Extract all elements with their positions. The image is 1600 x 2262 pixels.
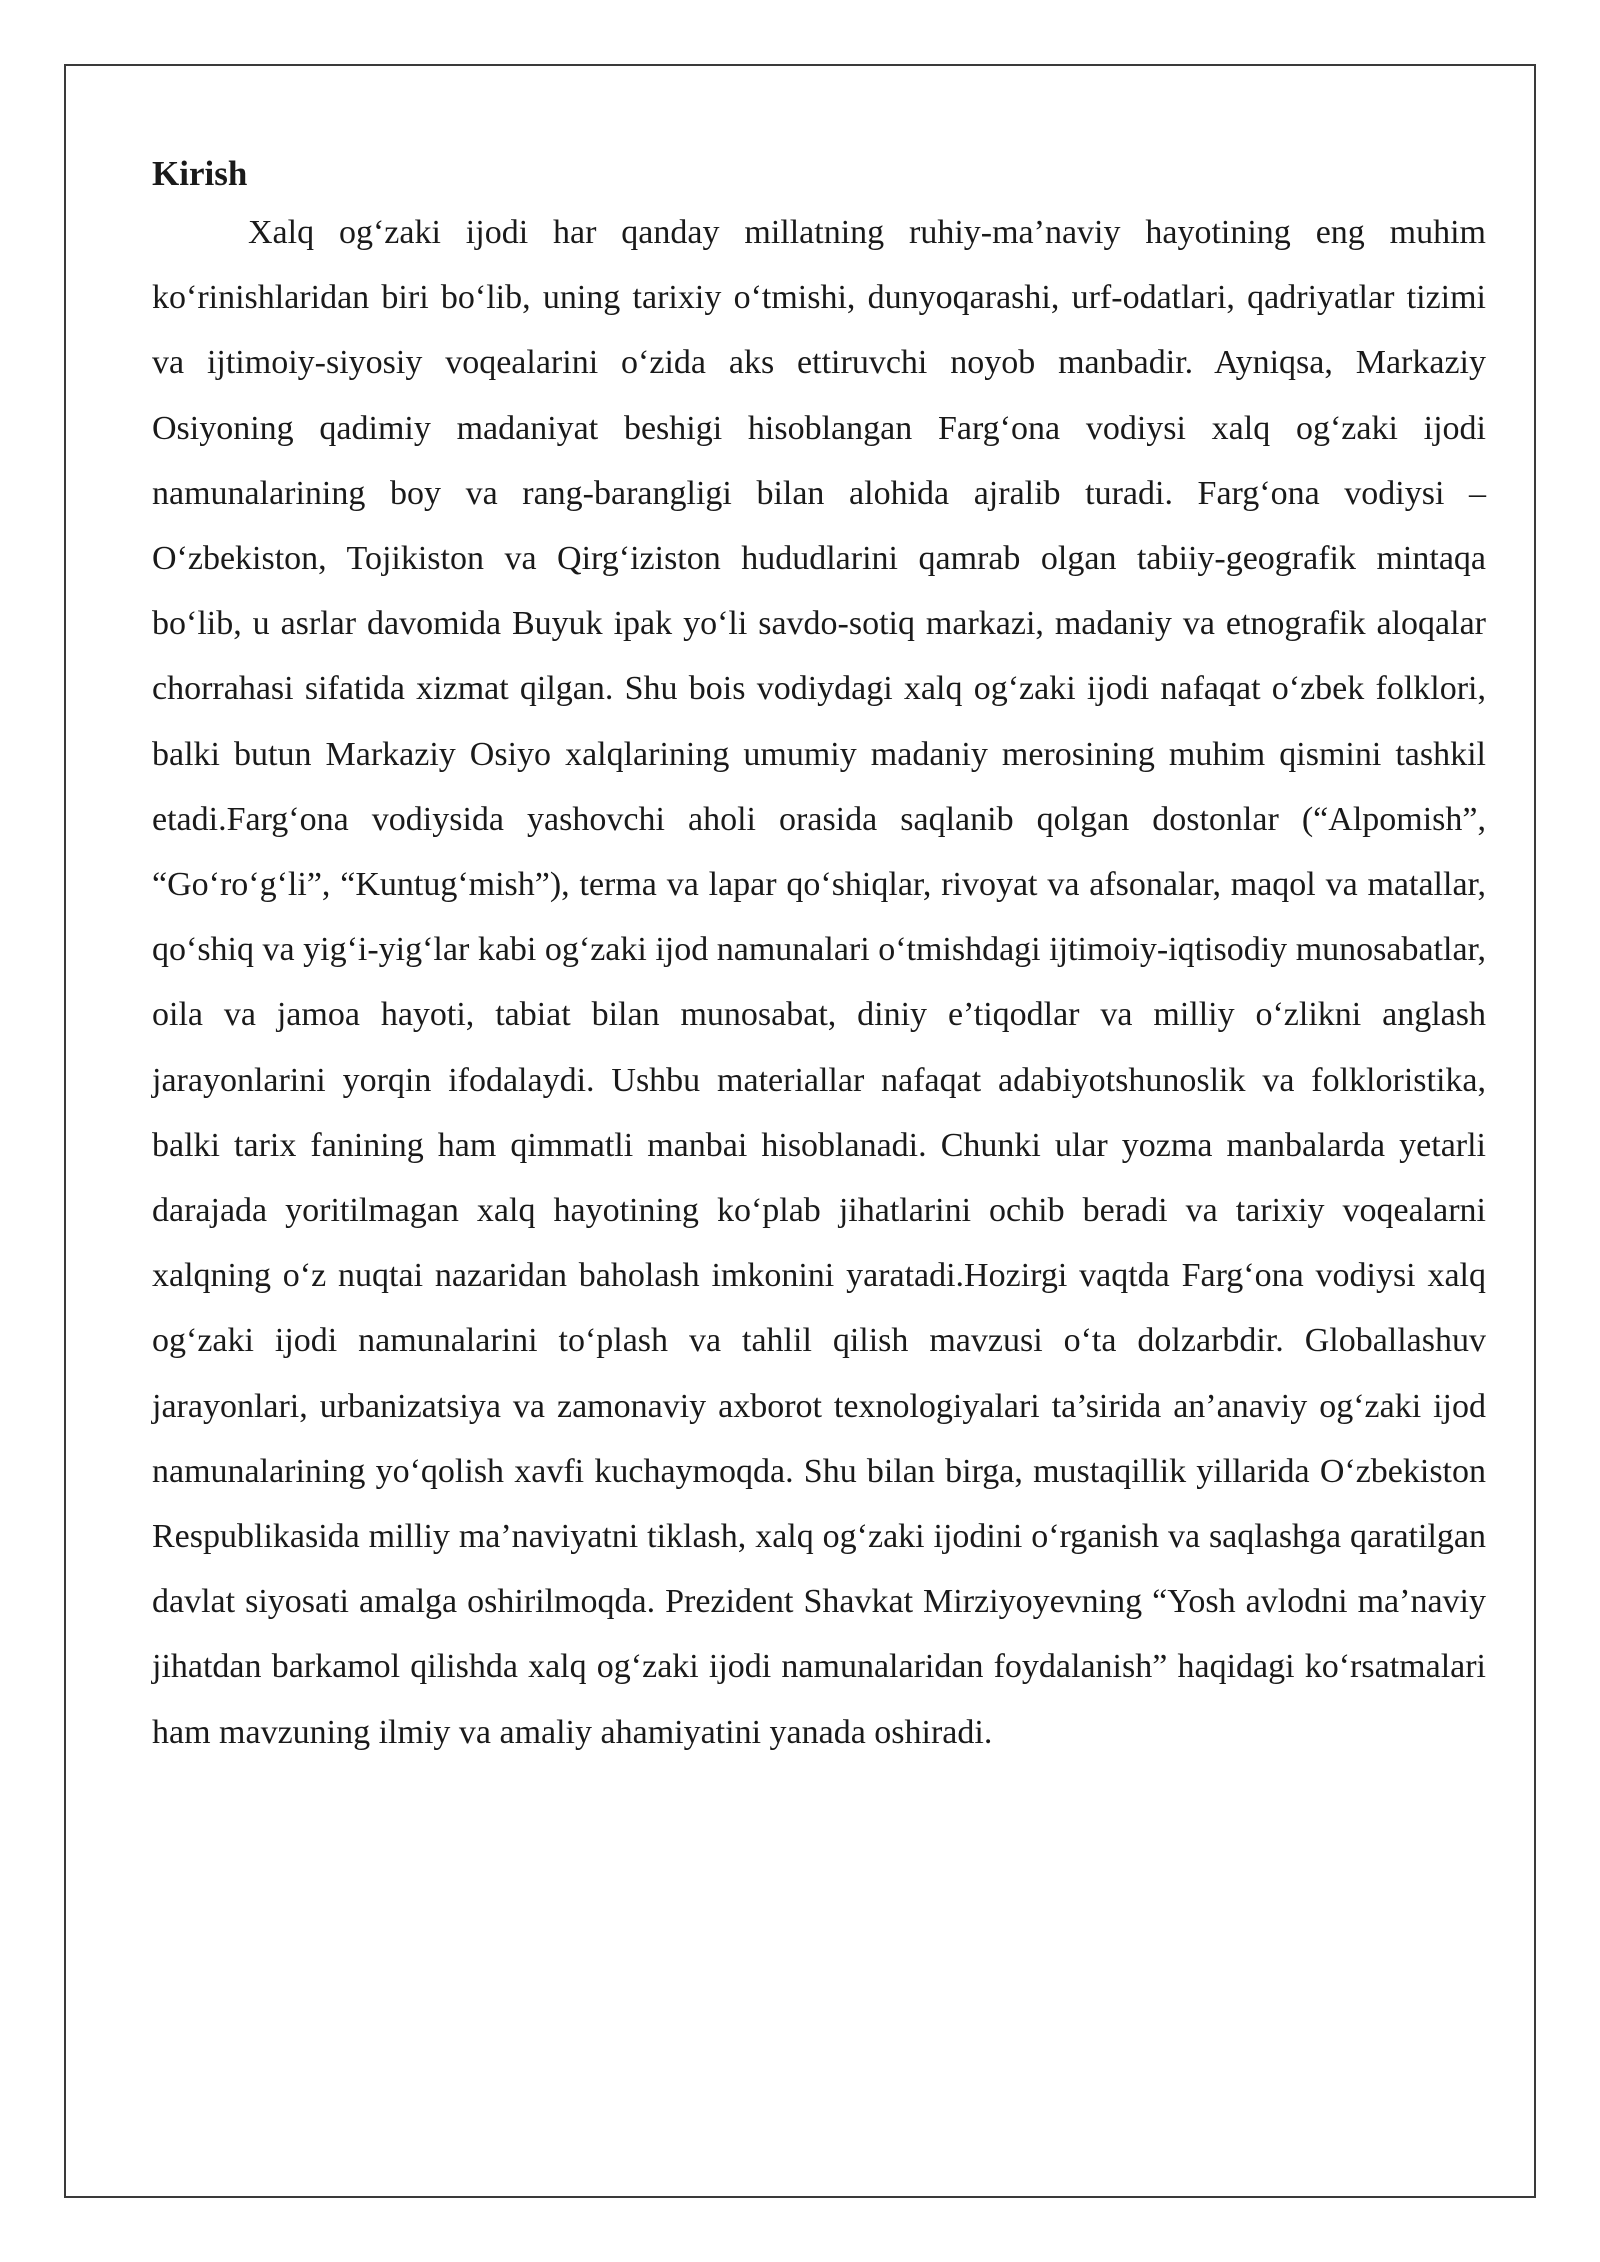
document-body [152, 147, 1486, 1765]
section-heading: Kirish [152, 154, 248, 193]
body-paragraph: Xalq og‘zaki ijodi har qanday millatning ruhiy-ma’naviy hayotining eng muhim ko‘rinishlaridan biri bo‘lib, uning tarixiy o‘tmishi, dunyoqarashi, urf-odatlari, qadriyatlar tizimi va ijtimoiy-siyosiy voqealarini o‘zida aks ettiruvchi noyob manbadir. Ayniqsa, Markaziy Osiyoning qadimiy madaniyat beshigi hisoblangan Farg‘ona vodiysi xalq og‘zaki ijodi namunalarining boy va rang-barangligi bilan alohida ajralib turadi. Farg‘ona vodiysi – O‘zbekiston, Tojikiston va Qirg‘iziston hududlarini qamrab olgan tabiiy-geografik mintaqa bo‘lib, u asrlar davomida Buyuk ipak yo‘li savdo-sotiq markazi, madaniy va etnografik aloqalar chorrahasi sifatida xizmat qilgan. Shu bois vodiydagi xalq og‘zaki ijodi nafaqat o‘zbek folklori, balki butun Markaziy Osiyo xalqlarining umumiy madaniy merosining muhim qismini tashkil etadi.Farg‘ona vodiysida yashovchi aholi orasida saqlanib qolgan dostonlar (“Alpomish”, “Go‘ro‘g‘li”, “Kuntug‘mish”), terma va lapar qo‘shiqlar, rivoyat va afsonalar, maqol va matallar, qo‘shiq va yig‘i-yig‘lar kabi og‘zaki ijod namunalari o‘tmishdagi ijtimoiy-iqtisodiy munosabatlar, oila va jamoa hayoti, tabiat bilan munosabat, diniy e’tiqodlar va milliy o‘zlikni anglash jarayonlarini yorqin ifodalaydi. Ushbu materiallar nafaqat adabiyotshunoslik va folkloristika, balki tarix fanining ham qimmatli manbai hisoblanadi. Chunki ular yozma manbalarda yetarli darajada yoritilmagan xalq hayotining ko‘plab jihatlarini ochib beradi va tarixiy voqealarni xalqning o‘z nuqtai nazaridan baholash imkonini yaratadi.Hozirgi vaqtda Farg‘ona vodiysi xalq og‘zaki ijodi namunalarini to‘plash va tahlil qilish mavzusi o‘ta dolzarbdir. Globallashuv jarayonlari, urbanizatsiya va zamonaviy axborot texnologiyalari ta’sirida an’anaviy og‘zaki ijod namunalarining yo‘qolish xavfi kuchaymoqda. Shu bilan birga, mustaqillik yillarida O‘zbekiston Respublikasida milliy ma’naviyatni tiklash, xalq og‘zaki ijodini o‘rganish va saqlashga qaratilgan davlat siyosati amalga oshirilmoqda. Prezident Shavkat Mirziyoyevning “Yosh avlodni ma’naviy jihatdan barkamol qilishda xalq og‘zaki ijodi namunalaridan foydalanish” haqidagi ko‘rsatmalari ham mavzuning ilmiy va amaliy ahamiyatini yanada oshiradi. [152, 214, 1486, 1751]
